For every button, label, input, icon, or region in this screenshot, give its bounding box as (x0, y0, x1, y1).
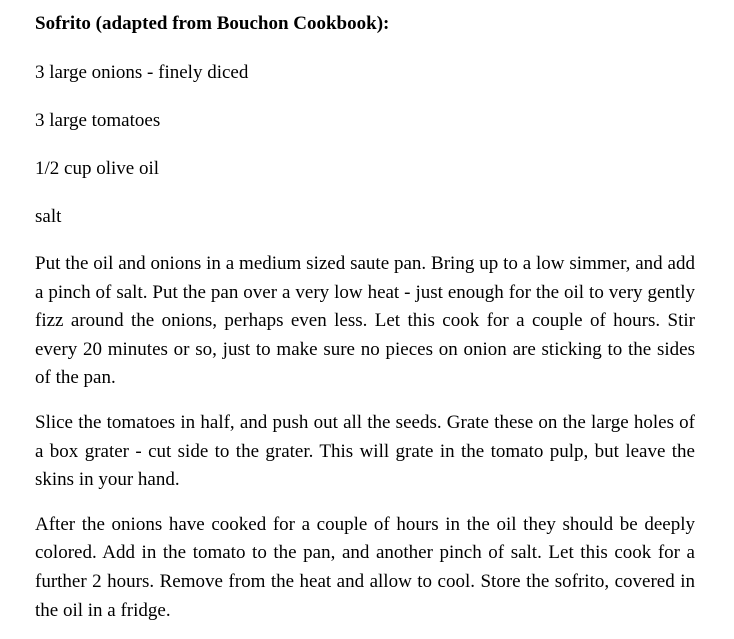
instructions (35, 250, 695, 625)
ingredient-tomatoes: 3 large tomatoes (35, 110, 161, 131)
recipe-title: Sofrito (adapted from Bouchon Cookbook): (35, 13, 390, 34)
recipe-document (35, 10, 695, 625)
ingredient-list (35, 59, 695, 231)
ingredient-olive-oil: 1/2 cup olive oil (35, 158, 160, 179)
instruction-paragraph-onions: Put the oil and onions in a medium sized saute pan. Bring up to a low simmer, and add a pinch of salt. Put the pan over a very low heat - just enough for the oil to very gently fizz around the onions, perhaps even less. Let this cook for a couple of hours. Stir every 20 minutes or so, just to make sure no pieces on onion are sticking to the sides of the pan. (35, 253, 695, 389)
instruction-paragraph-tomatoes: Slice the tomatoes in half, and push out all the seeds. Grate these on the large holes of a box grater - cut side to the grater. This will grate in the tomato pulp, but leave the skins in your hand. (35, 411, 695, 491)
ingredient-salt: salt (35, 206, 62, 227)
ingredient-onions: 3 large onions - finely diced (35, 62, 249, 83)
instruction-paragraph-finish: After the onions have cooked for a couple of hours in the oil they should be deeply colored. Add in the tomato to the pan, and another pinch of salt. Let this cook for a further 2 hours. Remove from the heat and allow to cool. Store the sofrito, covered in the oil in a fridge. (35, 513, 695, 621)
